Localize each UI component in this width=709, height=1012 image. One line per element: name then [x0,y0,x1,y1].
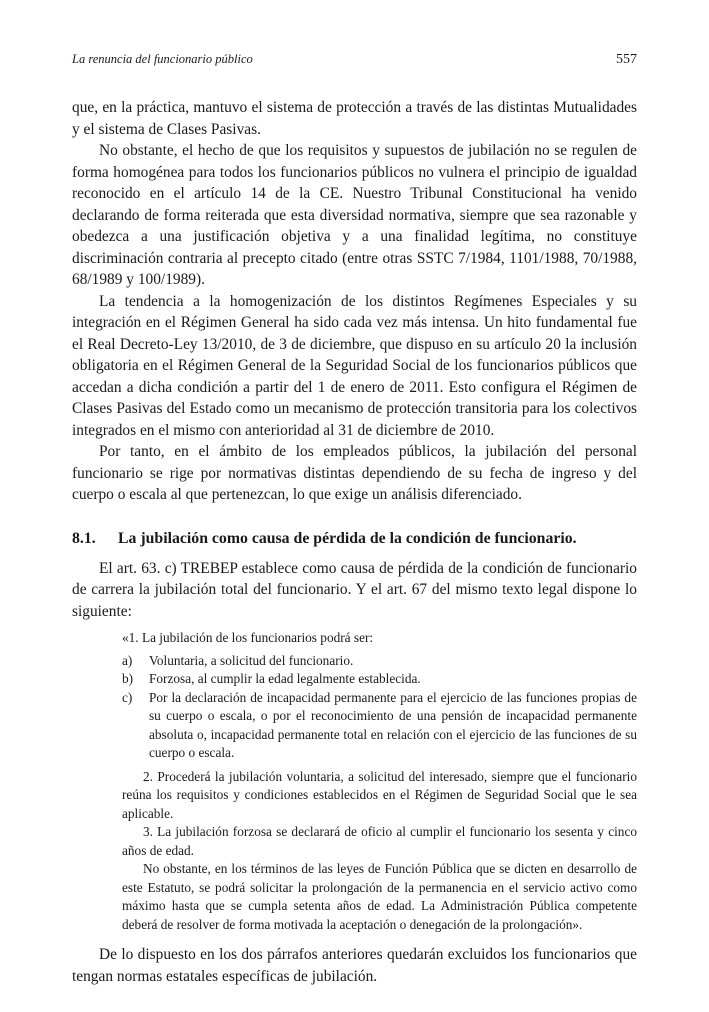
intro-paragraphs [72,97,637,506]
list-item-text: Forzosa, al cumplir la edad legalmente establecida. [149,671,421,686]
section-intro-paragraph: El art. 63. c) TREBEP establece como causa de pérdida de la condición de funcionario de carrera la jubilación total del funcionario. Y el art. 67 del mismo texto legal dispone lo siguiente: [72,559,637,620]
quote-paragraph: 3. La jubilación forzosa se declarará de oficio al cumplir el funcionario los sesenta y cinco años de edad. [122,824,637,858]
list-item-text: Por la declaración de incapacidad permanente para el ejercicio de las funciones propias de su cuerpo o escala, o por el reconocimiento de una pensión de incapacidad permanente absoluta o, incapacidad permanente total en relación con el ejercicio de las funciones de su cuerpo o escala. [149,689,637,760]
quote-paragraph: No obstante, en los términos de las leyes de Función Pública que se dicten en desarrollo de este Estatuto, se podrá solicitar la prolongación de la permanencia en el servicio activo como máximo hasta que se cumpla setenta años de edad. La Administración Pública competente deberá de resolver de forma motivada la aceptación o denegación de la prolongación». [122,861,637,932]
quote-list-item [122,652,637,671]
page-header [72,52,637,68]
quote-list-item [122,689,637,763]
page-body [72,97,637,987]
quote-list-item [122,670,637,689]
list-item-label: a) [122,652,133,668]
body-paragraph: Por tanto, en el ámbito de los empleados públicos, la jubilación del personal funcionario se rige por normativas distintas dependiendo de su fecha de ingreso y del cuerpo o escala al que pertenezcan, lo que exige un análisis diferenciado. [72,443,637,503]
running-title: La renuncia del funcionario público [72,52,253,66]
quote-paragraph: 2. Procederá la jubilación voluntaria, a solicitud del interesado, siempre que el funcionario reúna los requisitos y condiciones establecidos en el Régimen de Seguridad Social que le sea aplicable. [122,768,637,821]
section-heading [72,528,637,550]
list-item-label: c) [122,689,133,705]
quote-intro: «1. La jubilación de los funcionarios podrá ser: [122,630,374,645]
list-item-text: Voluntaria, a solicitud del funcionario. [149,652,354,668]
section-title: La jubilación como causa de pérdida de la condición de funcionario. [118,529,577,547]
body-paragraph: La tendencia a la homogenización de los distintos Regímenes Especiales y su integración en el Régimen General ha sido cada vez más intensa. Un hito fundamental fue el Real Decreto-Ley 13/2010, de 3 de diciembre, que dispuso en su artículo 20 la inclusión obligatoria en el Régimen General de la Seguridad Social de los funcionarios públicos que accedan a dicha condición a partir del 1 de enero de 2011. Esto configura el Régimen de Clases Pasivas del Estado como un mecanismo de protección transitoria para los colectivos integrados en el mismo con anterioridad al 31 de diciembre de 2010. [72,292,637,439]
page-number: 557 [616,52,637,67]
body-paragraph: que, en la práctica, mantuvo el sistema de protección a través de las distintas Mutualidades y el sistema de Clases Pasivas. [72,99,637,138]
legal-quote [122,629,637,934]
section-number: 8.1. [72,529,96,547]
list-item-label: b) [122,671,134,686]
body-paragraph: No obstante, el hecho de que los requisitos y supuestos de jubilación no se regulen de forma homogénea para todos los funcionarios públicos no vulnera el principio de igualdad reconocido en el artículo 14 de la CE. Nuestro Tribunal Constitucional ha venido declarando de forma reiterada que esta diversidad normativa, siempre que sea razonable y obedezca a una justificación objetiva y a una finalidad legítima, no constituye discriminación contraria al precepto citado (entre otras SSTC 7/1984, 1101/1988, 70/1988, 68/1989 y 100/1989). [72,142,637,288]
closing-paragraph: De lo dispuesto en los dos párrafos anteriores quedarán excluidos los funcionarios que tengan normas estatales específicas de jubilación. [72,946,637,985]
